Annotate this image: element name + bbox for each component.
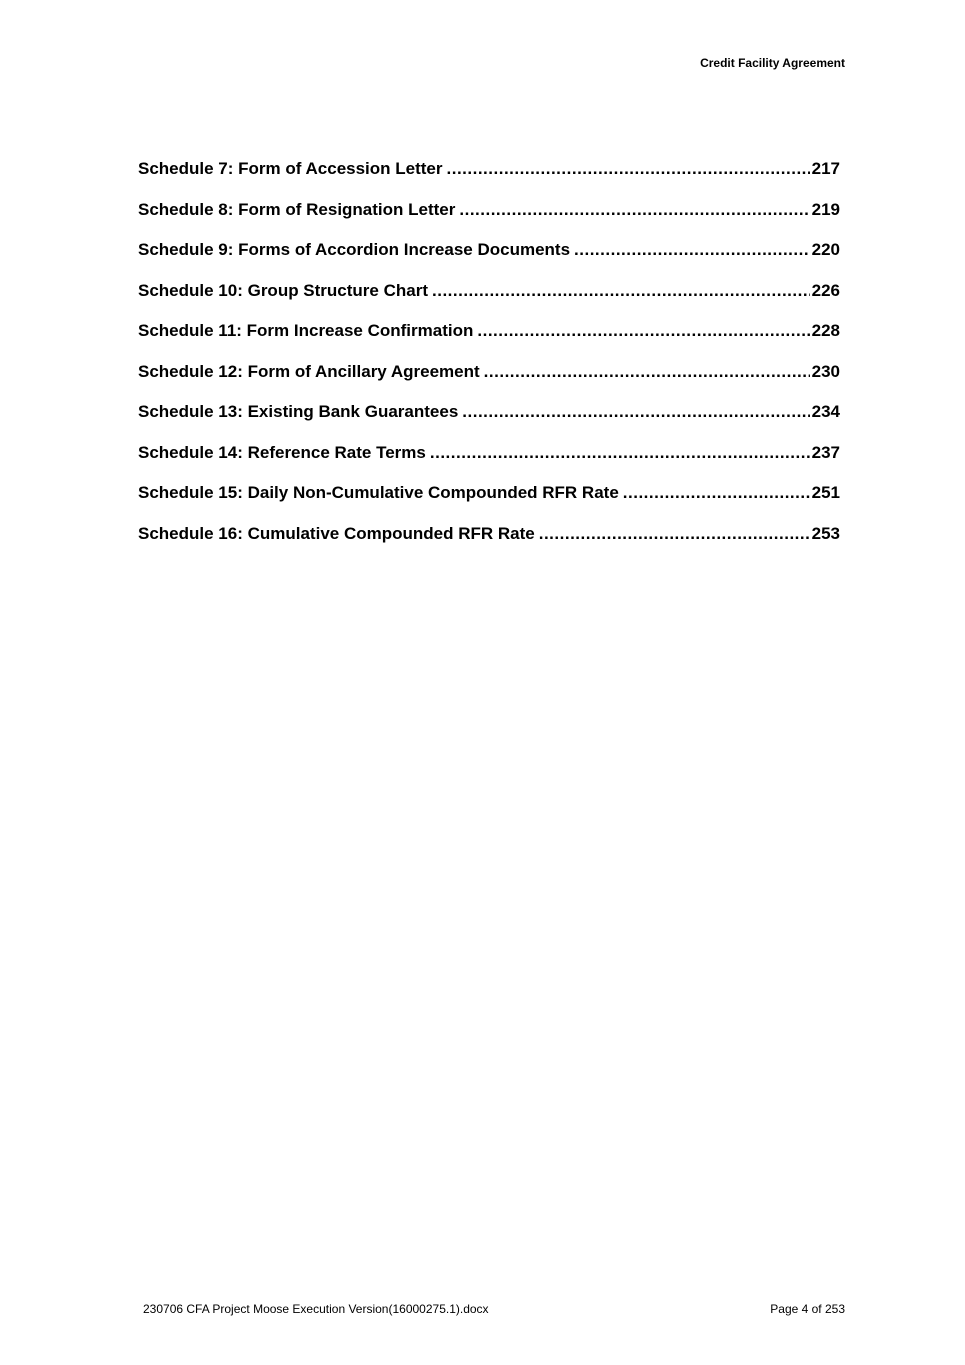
toc-entry-page: 230 bbox=[811, 361, 840, 381]
toc-entry[interactable] bbox=[138, 443, 840, 484]
toc-entry[interactable] bbox=[138, 200, 840, 241]
toc-entry-label: Schedule 16: Cumulative Compounded RFR Rate bbox=[138, 523, 535, 543]
toc-entry-page: 251 bbox=[811, 483, 840, 502]
footer-page-number: Page 4 of 253 bbox=[770, 1302, 845, 1316]
document-header-title: Credit Facility Agreement bbox=[700, 56, 845, 70]
toc-dot-leader bbox=[539, 524, 810, 544]
toc-entry[interactable] bbox=[138, 362, 840, 403]
toc-entry[interactable] bbox=[138, 483, 840, 524]
toc-entry-label: Schedule 15: Daily Non-Cumulative Compounded RFR Rate bbox=[138, 483, 619, 502]
toc-entry[interactable] bbox=[138, 402, 840, 443]
toc-entry[interactable] bbox=[138, 281, 840, 322]
footer-filename: 230706 CFA Project Moose Execution Version(16000275.1).docx bbox=[143, 1302, 489, 1316]
toc-entry-label: Schedule 9: Forms of Accordion Increase Documents bbox=[138, 240, 571, 259]
toc-entry-page: 234 bbox=[811, 402, 840, 421]
toc-entry-page: 217 bbox=[811, 159, 840, 178]
toc-entry[interactable] bbox=[138, 159, 840, 200]
toc-entry-page: 219 bbox=[811, 199, 840, 219]
toc-entry[interactable] bbox=[138, 524, 840, 565]
toc-entry-page: 237 bbox=[811, 442, 840, 462]
toc-dot-leader bbox=[430, 443, 810, 463]
toc-dot-leader bbox=[462, 402, 809, 422]
toc-entry[interactable] bbox=[138, 240, 840, 281]
table-of-contents bbox=[138, 159, 840, 564]
toc-entry-label: Schedule 12: Form of Ancillary Agreement bbox=[138, 361, 480, 381]
toc-entry-label: Schedule 11: Form Increase Confirmation bbox=[138, 321, 474, 340]
toc-entry-page: 220 bbox=[811, 240, 840, 259]
toc-dot-leader bbox=[477, 321, 809, 341]
toc-dot-leader bbox=[484, 362, 810, 382]
toc-entry-label: Schedule 8: Form of Resignation Letter bbox=[138, 199, 456, 219]
toc-entry-label: Schedule 10: Group Structure Chart bbox=[138, 280, 428, 300]
toc-entry-page: 226 bbox=[811, 280, 840, 300]
toc-entry-page: 253 bbox=[811, 523, 840, 543]
toc-dot-leader bbox=[459, 200, 809, 220]
toc-dot-leader bbox=[432, 281, 810, 301]
toc-dot-leader bbox=[574, 240, 810, 260]
toc-entry-label: Schedule 7: Form of Accession Letter bbox=[138, 159, 443, 178]
toc-dot-leader bbox=[447, 159, 810, 179]
toc-dot-leader bbox=[623, 483, 810, 503]
toc-entry[interactable] bbox=[138, 321, 840, 362]
toc-entry-label: Schedule 14: Reference Rate Terms bbox=[138, 442, 426, 462]
toc-entry-label: Schedule 13: Existing Bank Guarantees bbox=[138, 402, 459, 421]
toc-entry-page: 228 bbox=[811, 321, 840, 340]
